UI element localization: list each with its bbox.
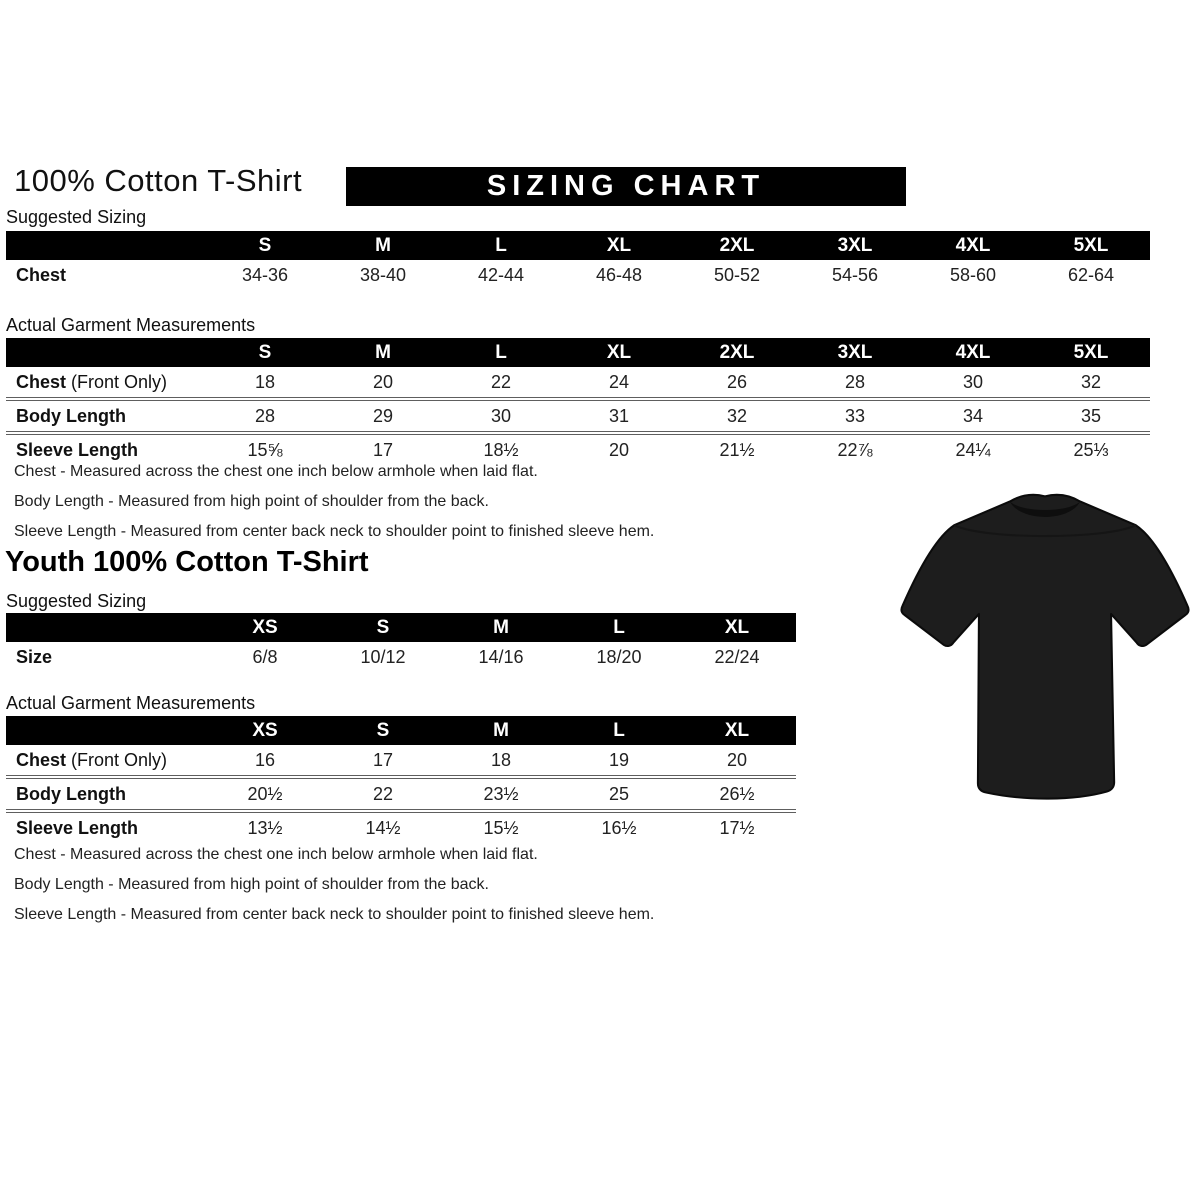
header-corner-cell (6, 338, 206, 367)
table-row (6, 777, 796, 811)
size-column-header: 5XL (1032, 338, 1150, 367)
sizing-chart-banner (346, 167, 906, 206)
note-line: Chest - Measured across the chest one inch below armhole when laid flat. (14, 463, 538, 480)
header-corner-cell (6, 716, 206, 745)
page-title: 100% Cotton T-Shirt (14, 163, 303, 198)
tshirt-graphic (890, 486, 1200, 808)
row-label: Sleeve Length (16, 439, 139, 460)
size-column-header: XS (206, 613, 324, 642)
measurement-value: 20 (726, 749, 748, 770)
table-row (6, 811, 796, 843)
measurement-value: 18½ (483, 439, 519, 460)
youth-suggested-sizing-label: Suggested Sizing (6, 591, 147, 611)
measurement-value: 15½ (483, 817, 519, 838)
table-row (6, 399, 1150, 433)
measurement-value: 17 (372, 439, 394, 460)
header-corner-cell (6, 613, 206, 642)
note-line: Sleeve Length - Measured from center back neck to shoulder point to finished sleeve hem. (14, 906, 655, 923)
size-column-header: 2XL (678, 338, 796, 367)
size-column-header: L (560, 716, 678, 745)
note-line: Body Length - Measured from high point of shoulder from the back. (14, 876, 489, 893)
measurement-value: 17 (372, 749, 394, 770)
size-column-header: XS (206, 716, 324, 745)
measurement-value: 25 (608, 783, 630, 804)
size-header-row (6, 716, 796, 745)
adult-actual-measurements-label: Actual Garment Measurements (6, 315, 256, 335)
measurement-value: 28 (844, 371, 866, 392)
size-column-header: XL (560, 338, 678, 367)
size-column-header: M (442, 716, 560, 745)
measurement-value: 14/16 (478, 646, 524, 667)
measurement-value: 34 (962, 405, 984, 426)
table-row (6, 642, 796, 672)
row-label: Body Length (16, 783, 126, 804)
measurement-value: 20 (608, 439, 630, 460)
measurement-value: 26½ (719, 783, 755, 804)
measurement-value: 17½ (719, 817, 755, 838)
measurement-value: 38-40 (359, 264, 407, 285)
size-column-header: 3XL (796, 338, 914, 367)
size-column-header: XL (678, 716, 796, 745)
adult-suggested-sizing-table (6, 231, 1150, 290)
size-column-header: L (442, 338, 560, 367)
measurement-value: 31 (608, 405, 630, 426)
size-header-row (6, 338, 1150, 367)
adult-measurement-notes (14, 457, 654, 547)
measurement-value: 16½ (601, 817, 637, 838)
youth-section-title: Youth 100% Cotton T-Shirt (5, 546, 369, 578)
row-label: Chest (16, 264, 67, 285)
size-column-header: L (560, 613, 678, 642)
measurement-value: 34-36 (241, 264, 289, 285)
measurement-value: 6/8 (252, 646, 278, 667)
note-line: Chest - Measured across the chest one inch below armhole when laid flat. (14, 846, 538, 863)
measurement-value: 28 (254, 405, 276, 426)
size-column-header: 2XL (678, 231, 796, 260)
measurement-value: 50-52 (713, 264, 761, 285)
size-column-header: 5XL (1032, 231, 1150, 260)
size-column-header: M (324, 338, 442, 367)
size-column-header: S (324, 716, 442, 745)
measurement-value: 19 (608, 749, 630, 770)
measurement-value: 14½ (365, 817, 401, 838)
youth-suggested-sizing-table (6, 613, 796, 672)
measurement-value: 30 (490, 405, 512, 426)
measurement-value: 30 (962, 371, 984, 392)
measurement-value: 32 (726, 405, 748, 426)
measurement-value: 18/20 (596, 646, 642, 667)
measurement-value: 29 (372, 405, 394, 426)
row-label: Chest (Front Only) (16, 749, 168, 770)
size-column-header: S (206, 231, 324, 260)
size-column-header: XL (560, 231, 678, 260)
size-column-header: M (442, 613, 560, 642)
measurement-value: 22⅞ (837, 439, 873, 460)
youth-actual-measurements-label: Actual Garment Measurements (6, 693, 256, 713)
measurement-value: 35 (1080, 405, 1102, 426)
measurement-value: 22 (372, 783, 394, 804)
measurement-value: 22 (490, 371, 512, 392)
measurement-value: 33 (844, 405, 866, 426)
measurement-value: 16 (254, 749, 276, 770)
table-row (6, 745, 796, 777)
measurement-value: 54-56 (831, 264, 879, 285)
measurement-value: 42-44 (477, 264, 525, 285)
adult-suggested-sizing-label: Suggested Sizing (6, 207, 147, 227)
measurement-value: 10/12 (360, 646, 406, 667)
row-label: Sleeve Length (16, 817, 139, 838)
header-corner-cell (6, 231, 206, 260)
measurement-value: 58-60 (949, 264, 997, 285)
youth-measurement-notes (14, 840, 654, 930)
size-column-header: S (324, 613, 442, 642)
table-row (6, 367, 1150, 399)
note-line: Sleeve Length - Measured from center back neck to shoulder point to finished sleeve hem. (14, 523, 655, 540)
size-column-header: XL (678, 613, 796, 642)
row-label: Size (16, 646, 53, 667)
row-label: Body Length (16, 405, 126, 426)
row-label: Chest (Front Only) (16, 371, 168, 392)
measurement-value: 23½ (483, 783, 519, 804)
youth-actual-measurements-table (6, 716, 796, 843)
size-header-row (6, 231, 1150, 260)
measurement-value: 18 (490, 749, 512, 770)
note-line: Body Length - Measured from high point of shoulder from the back. (14, 493, 489, 510)
measurement-value: 15⅝ (247, 439, 283, 460)
measurement-value: 62-64 (1067, 264, 1115, 285)
size-column-header: S (206, 338, 324, 367)
measurement-value: 25⅓ (1073, 439, 1109, 460)
tshirt-image (890, 486, 1200, 808)
table-row (6, 260, 1150, 290)
adult-actual-measurements-table (6, 338, 1150, 465)
size-column-header: 4XL (914, 338, 1032, 367)
measurement-value: 20½ (247, 783, 283, 804)
banner-label: SIZING CHART (486, 170, 766, 202)
size-column-header: M (324, 231, 442, 260)
size-column-header: 3XL (796, 231, 914, 260)
size-column-header: L (442, 231, 560, 260)
measurement-value: 24 (608, 371, 630, 392)
measurement-value: 21½ (719, 439, 755, 460)
measurement-value: 22/24 (714, 646, 760, 667)
measurement-value: 26 (726, 371, 748, 392)
size-header-row (6, 613, 796, 642)
size-column-header: 4XL (914, 231, 1032, 260)
measurement-value: 32 (1080, 371, 1102, 392)
measurement-value: 46-48 (595, 264, 643, 285)
measurement-value: 13½ (247, 817, 283, 838)
measurement-value: 24¼ (955, 439, 991, 460)
measurement-value: 18 (254, 371, 276, 392)
measurement-value: 20 (372, 371, 394, 392)
